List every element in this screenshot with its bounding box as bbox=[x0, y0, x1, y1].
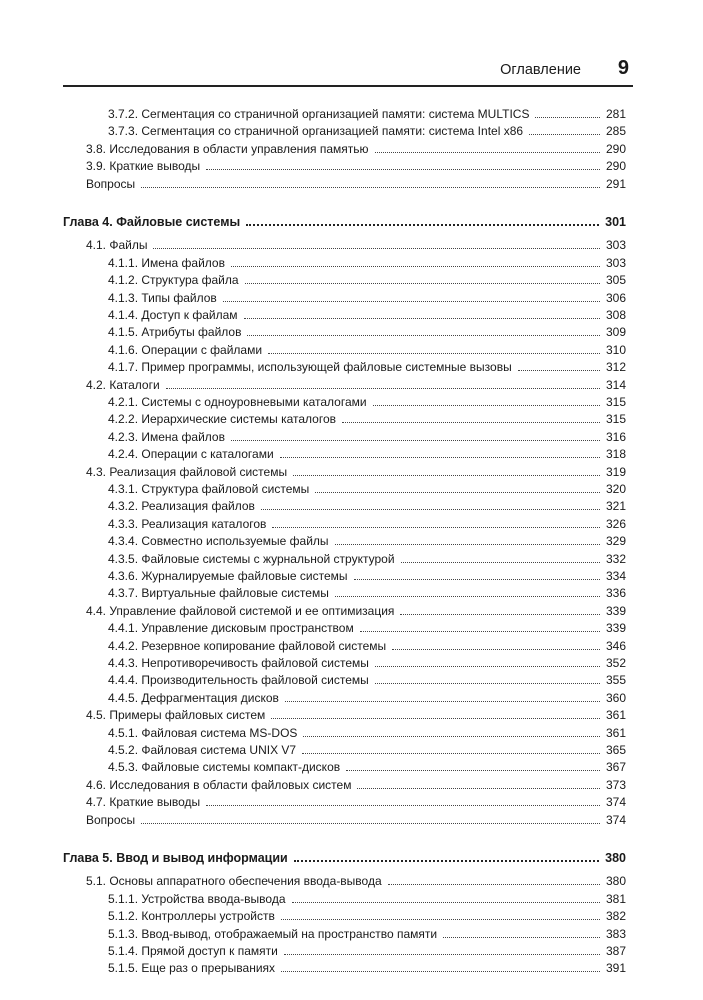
toc-entry bbox=[108, 356, 626, 374]
toc-entry-title: 4.3.2. Реализация файлов bbox=[108, 499, 255, 514]
toc-entry-title: 4.3.5. Файловые системы с журнальной структурой bbox=[108, 551, 395, 566]
toc-entry bbox=[108, 426, 626, 444]
toc-entry bbox=[86, 809, 626, 827]
toc-entry-title: 4.4.2. Резервное копирование файловой системы bbox=[108, 638, 387, 653]
toc-entry-page: 332 bbox=[605, 551, 626, 566]
dot-leader bbox=[141, 823, 600, 824]
toc-entry-page: 312 bbox=[605, 360, 626, 375]
toc-entry-title: 4.1.1. Имена файлов bbox=[108, 255, 225, 270]
toc-entry bbox=[108, 582, 626, 600]
toc-entry-page: 291 bbox=[605, 176, 626, 191]
toc-entry bbox=[86, 461, 626, 479]
dot-leader bbox=[231, 440, 600, 441]
dot-leader bbox=[231, 266, 600, 267]
toc-entry-title: 4.4.1. Управление дисковым пространством bbox=[108, 621, 354, 636]
dot-leader bbox=[443, 937, 600, 938]
toc-entry bbox=[108, 905, 626, 923]
toc-entry-page: 381 bbox=[605, 891, 626, 906]
toc-entry-page: 306 bbox=[605, 290, 626, 305]
toc-entry-title: 4.2.3. Имена файлов bbox=[108, 429, 225, 444]
toc-entry-page: 321 bbox=[605, 499, 626, 514]
toc-entry-title: 4.1. Файлы bbox=[86, 238, 148, 253]
toc-entry-title: 4.3.6. Журналируемые файловые системы bbox=[108, 569, 348, 583]
toc-entry-title: 4.4.5. Дефрагментация дисков bbox=[108, 690, 279, 705]
toc-entry bbox=[108, 923, 626, 941]
dot-leader bbox=[247, 335, 599, 336]
dot-leader bbox=[292, 902, 600, 903]
toc-entry bbox=[108, 530, 626, 548]
toc-entry bbox=[86, 138, 626, 156]
toc-entry-title: 4.5.2. Файловая система UNIX V7 bbox=[108, 743, 297, 757]
toc-entry-title: 4.1.3. Типы файлов bbox=[108, 290, 217, 305]
toc-entry-page: 382 bbox=[605, 909, 626, 924]
toc-entry-title: 4.4.3. Непротиворечивость файловой системы bbox=[108, 656, 369, 670]
toc-entry bbox=[108, 617, 626, 635]
toc-entry bbox=[108, 495, 626, 513]
toc-entry bbox=[108, 443, 626, 461]
toc-entry bbox=[108, 957, 626, 975]
dot-leader bbox=[285, 701, 600, 702]
toc-entry-page: 361 bbox=[605, 708, 626, 723]
toc-entry bbox=[86, 600, 626, 618]
toc-entry bbox=[108, 652, 626, 670]
toc-entry bbox=[86, 173, 626, 191]
dot-leader bbox=[529, 134, 600, 135]
toc-entry-page: 380 bbox=[605, 851, 626, 865]
dot-leader bbox=[268, 353, 600, 354]
header-rule bbox=[63, 85, 633, 87]
toc-entry bbox=[108, 287, 626, 305]
toc-entry-page: 336 bbox=[605, 586, 626, 601]
dot-leader bbox=[346, 770, 600, 771]
dot-leader bbox=[375, 152, 600, 153]
toc-entry-page: 383 bbox=[605, 926, 626, 941]
dot-leader bbox=[261, 509, 600, 510]
toc-entry-title: 4.2.1. Системы с одноуровневыми каталогами bbox=[108, 395, 367, 409]
toc-entry-page: 315 bbox=[605, 412, 626, 427]
toc-entry bbox=[108, 321, 626, 339]
toc-entry-page: 320 bbox=[605, 482, 626, 496]
toc-entry-page: 281 bbox=[605, 107, 626, 121]
toc-entry bbox=[108, 756, 626, 774]
toc-entry-page: 387 bbox=[605, 944, 626, 958]
dot-leader bbox=[354, 579, 600, 580]
dot-leader bbox=[315, 492, 600, 493]
toc-entry-page: 373 bbox=[605, 777, 626, 792]
toc-entry-page: 310 bbox=[605, 342, 626, 357]
toc-entry bbox=[108, 669, 626, 687]
toc-entry-title: 5.1.2. Контроллеры устройств bbox=[108, 909, 275, 924]
toc-entry-page: 290 bbox=[605, 141, 626, 156]
toc-entry-title: 4.1.5. Атрибуты файлов bbox=[108, 325, 242, 340]
toc-entry-page: 318 bbox=[605, 447, 626, 462]
toc-entry-page: 319 bbox=[605, 464, 626, 479]
toc-entry-title: 4.7. Краткие выводы bbox=[86, 795, 201, 810]
toc-entry-title: Глава 5. Ввод и вывод информации bbox=[63, 851, 288, 865]
dot-leader bbox=[303, 736, 600, 737]
toc-entry-title: 4.4. Управление файловой системой и ее оптимизация bbox=[86, 603, 395, 618]
dot-leader bbox=[335, 544, 600, 545]
toc-chapter-entry bbox=[63, 847, 626, 865]
toc-entry bbox=[86, 791, 626, 809]
dot-leader bbox=[401, 562, 600, 563]
toc-entry-page: 309 bbox=[605, 325, 626, 340]
toc-entry-title: 4.3. Реализация файловой системы bbox=[86, 464, 288, 479]
dot-leader bbox=[357, 788, 600, 789]
dot-leader bbox=[302, 753, 600, 754]
toc-entry bbox=[108, 888, 626, 906]
toc-entry-title: 4.3.7. Виртуальные файловые системы bbox=[108, 586, 329, 601]
header-title: Оглавление bbox=[500, 62, 581, 78]
dot-leader bbox=[281, 919, 600, 920]
toc-entry bbox=[108, 120, 626, 138]
toc-entry bbox=[86, 704, 626, 722]
toc-entry-title: 4.1.6. Операции с файлами bbox=[108, 342, 263, 357]
toc-entry-title: 3.9. Краткие выводы bbox=[86, 159, 201, 174]
toc-entry bbox=[108, 391, 626, 409]
toc-entry bbox=[86, 774, 626, 792]
toc-entry-title: 4.3.4. Совместно используемые файлы bbox=[108, 534, 329, 549]
running-header bbox=[63, 58, 633, 84]
toc-entry-page: 308 bbox=[605, 308, 626, 322]
dot-leader bbox=[271, 718, 600, 719]
toc-entry bbox=[108, 304, 626, 322]
dot-leader bbox=[375, 683, 600, 684]
toc-entry-page: 301 bbox=[605, 215, 626, 229]
toc-entry bbox=[108, 513, 626, 531]
toc-entry bbox=[108, 687, 626, 705]
toc-entry bbox=[108, 269, 626, 287]
toc-entry-page: 391 bbox=[605, 961, 626, 976]
dot-leader bbox=[294, 860, 599, 862]
toc-entry-page: 380 bbox=[605, 874, 626, 889]
dot-leader bbox=[166, 388, 600, 389]
toc-entry-title: 4.2.2. Иерархические системы каталогов bbox=[108, 412, 337, 427]
page-number: 9 bbox=[617, 57, 629, 79]
dot-leader bbox=[244, 318, 600, 319]
toc-entry-page: 355 bbox=[605, 673, 626, 688]
dot-leader bbox=[335, 596, 600, 597]
toc-entry bbox=[108, 722, 626, 740]
toc-entry-page: 314 bbox=[605, 377, 626, 392]
toc-entry bbox=[86, 374, 626, 392]
dot-leader bbox=[284, 954, 600, 955]
toc-entry bbox=[108, 103, 626, 121]
toc-entry-title: 3.7.3. Сегментация со страничной организацией памяти: система Intel x86 bbox=[108, 124, 524, 139]
toc-entry-page: 285 bbox=[605, 124, 626, 139]
dot-leader bbox=[375, 666, 600, 667]
toc-entry-page: 290 bbox=[605, 159, 626, 174]
dot-leader bbox=[246, 224, 599, 226]
dot-leader bbox=[360, 631, 600, 632]
dot-leader bbox=[392, 649, 600, 650]
toc-entry-title: 5.1.1. Устройства ввода-вывода bbox=[108, 891, 286, 906]
dot-leader bbox=[388, 884, 600, 885]
toc-entry-page: 360 bbox=[605, 690, 626, 705]
toc-entry-title: 3.8. Исследования в области управления памятью bbox=[86, 141, 369, 156]
toc-entry-page: 326 bbox=[605, 516, 626, 531]
toc-entry-page: 352 bbox=[605, 656, 626, 670]
dot-leader bbox=[223, 301, 600, 302]
toc-entry-page: 305 bbox=[605, 273, 626, 288]
toc-entry-page: 367 bbox=[605, 760, 626, 775]
toc-entry-title: 5.1.5. Еще раз о прерываниях bbox=[108, 961, 276, 976]
toc-entry bbox=[108, 548, 626, 566]
toc-entry-page: 303 bbox=[605, 255, 626, 270]
dot-leader bbox=[272, 527, 600, 528]
dot-leader bbox=[281, 971, 600, 972]
toc-entry-title: 4.3.3. Реализация каталогов bbox=[108, 516, 267, 531]
dot-leader bbox=[153, 248, 599, 249]
toc-entry bbox=[108, 252, 626, 270]
toc-entry-title: 4.6. Исследования в области файловых систем bbox=[86, 777, 352, 792]
toc-entry-title: 4.5. Примеры файловых систем bbox=[86, 708, 266, 723]
toc-entry-page: 365 bbox=[605, 743, 626, 757]
dot-leader bbox=[245, 283, 600, 284]
toc-entry bbox=[86, 870, 626, 888]
dot-leader bbox=[535, 117, 600, 118]
toc-entry-page: 329 bbox=[605, 534, 626, 549]
toc-entry-title: 4.2.4. Операции с каталогами bbox=[108, 447, 274, 462]
toc-entry-page: 315 bbox=[605, 395, 626, 409]
toc-entry-page: 374 bbox=[605, 795, 626, 810]
toc-entry-title: 4.1.7. Пример программы, использующей файловые системные вызовы bbox=[108, 360, 512, 375]
dot-leader bbox=[373, 405, 600, 406]
toc-entry bbox=[108, 940, 626, 958]
toc-entry-title: 4.4.4. Производительность файловой системы bbox=[108, 673, 369, 688]
dot-leader bbox=[293, 475, 600, 476]
toc-entry-page: 316 bbox=[605, 429, 626, 444]
toc-entry-title: 5.1.3. Ввод-вывод, отображаемый на пространство памяти bbox=[108, 926, 438, 941]
toc-entry-title: 5.1.4. Прямой доступ к памяти bbox=[108, 944, 278, 958]
toc-entry bbox=[86, 155, 626, 173]
toc-entry-page: 339 bbox=[605, 603, 626, 618]
toc-entry bbox=[108, 635, 626, 653]
toc-entry-title: 4.1.4. Доступ к файлам bbox=[108, 308, 238, 322]
toc-entry-page: 303 bbox=[605, 238, 626, 253]
toc-entry-title: 3.7.2. Сегментация со страничной организацией памяти: система MULTICS bbox=[108, 107, 530, 121]
toc-entry-page: 374 bbox=[605, 812, 626, 827]
toc-entry-page: 361 bbox=[605, 725, 626, 740]
dot-leader bbox=[280, 457, 600, 458]
toc-entry-title: Вопросы bbox=[86, 812, 136, 827]
toc-entry-page: 334 bbox=[605, 569, 626, 583]
dot-leader bbox=[206, 805, 600, 806]
dot-leader bbox=[141, 187, 600, 188]
toc-entry-title: 4.2. Каталоги bbox=[86, 377, 160, 392]
toc-entry-title: Глава 4. Файловые системы bbox=[63, 215, 241, 229]
toc-entry bbox=[108, 339, 626, 357]
toc-chapter-entry bbox=[63, 211, 626, 229]
toc-entry-title: 5.1. Основы аппаратного обеспечения ввода-вывода bbox=[86, 874, 382, 889]
toc-entry bbox=[108, 739, 626, 757]
toc-entry-title: 4.5.1. Файловая система MS-DOS bbox=[108, 725, 298, 740]
toc-entry-title: 4.3.1. Структура файловой системы bbox=[108, 482, 310, 496]
toc-entry bbox=[86, 234, 626, 252]
dot-leader bbox=[518, 370, 600, 371]
toc-entry-title: 4.5.3. Файловые системы компакт-дисков bbox=[108, 760, 341, 775]
toc-entry bbox=[108, 408, 626, 426]
dot-leader bbox=[342, 422, 600, 423]
toc-entry bbox=[108, 478, 626, 496]
dot-leader bbox=[206, 169, 600, 170]
dot-leader bbox=[400, 614, 600, 615]
toc-entry bbox=[108, 565, 626, 583]
toc-entry-page: 346 bbox=[605, 638, 626, 653]
toc-entry-title: Вопросы bbox=[86, 176, 136, 191]
toc-entry-title: 4.1.2. Структура файла bbox=[108, 273, 239, 288]
toc-entry-page: 339 bbox=[605, 621, 626, 636]
